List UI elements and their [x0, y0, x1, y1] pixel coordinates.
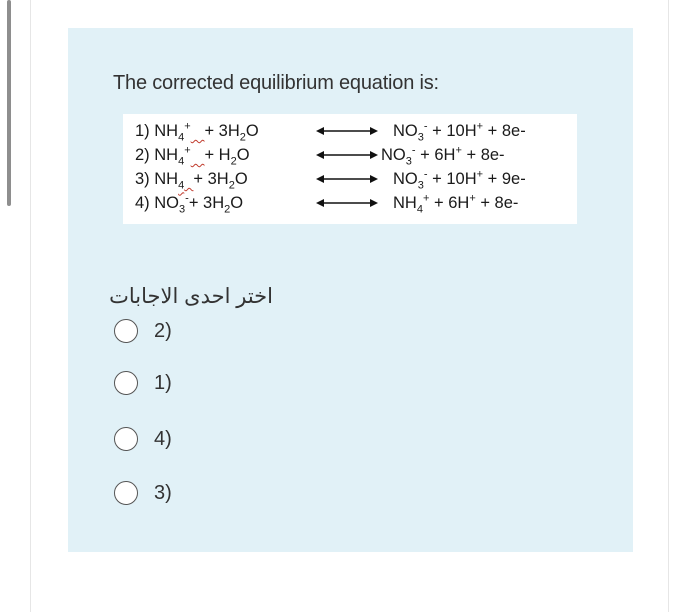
equation-lhs: 1) $NH_4^+$ + $3H_2O$: [135, 120, 259, 144]
equation-rhs: $NO_3^- + 6H^+ + 8e-$: [381, 144, 505, 168]
option-label: 2): [154, 320, 172, 342]
radio-button[interactable]: [114, 319, 138, 343]
equation-rhs: $NO_3^- + 10H^+ + 8e-$: [393, 120, 526, 144]
radio-button[interactable]: [114, 481, 138, 505]
double-arrow-icon: [316, 197, 378, 209]
equation-rhs: $NO_3^- + 10H^+ + 9e-$: [393, 168, 526, 192]
radio-button[interactable]: [114, 371, 138, 395]
equation-lhs: 3) $NH_4 + 3H_2O$: [135, 170, 248, 192]
equation-row-1: [123, 122, 577, 144]
radio-button[interactable]: [114, 427, 138, 451]
double-arrow-icon: [316, 173, 378, 185]
equation-row-3: [123, 170, 577, 192]
question-title: The corrected equilibrium equation is:: [113, 72, 439, 94]
right-divider: [668, 0, 669, 612]
equation-row-2: [123, 146, 577, 168]
double-arrow-icon: [316, 125, 378, 137]
scroll-indicator: [7, 0, 11, 206]
option-label: 4): [154, 428, 172, 450]
equation-lhs: 4) $NO_3^-+ 3H_2O$: [135, 192, 244, 216]
option-label: 3): [154, 482, 172, 504]
equation-rhs: $NH_4^+ + 6H^+ + 8e-$: [393, 192, 519, 216]
question-card: [68, 28, 633, 552]
equation-row-4: [123, 194, 577, 216]
equations-image: [123, 114, 577, 224]
option-label: 1): [154, 372, 172, 394]
answer-prompt: اختر احدى الاجابات: [109, 285, 273, 308]
double-arrow-icon: [316, 149, 378, 161]
equation-lhs: 2) $NH_4^+$ + $H_2O$: [135, 144, 250, 168]
left-divider: [30, 0, 31, 612]
